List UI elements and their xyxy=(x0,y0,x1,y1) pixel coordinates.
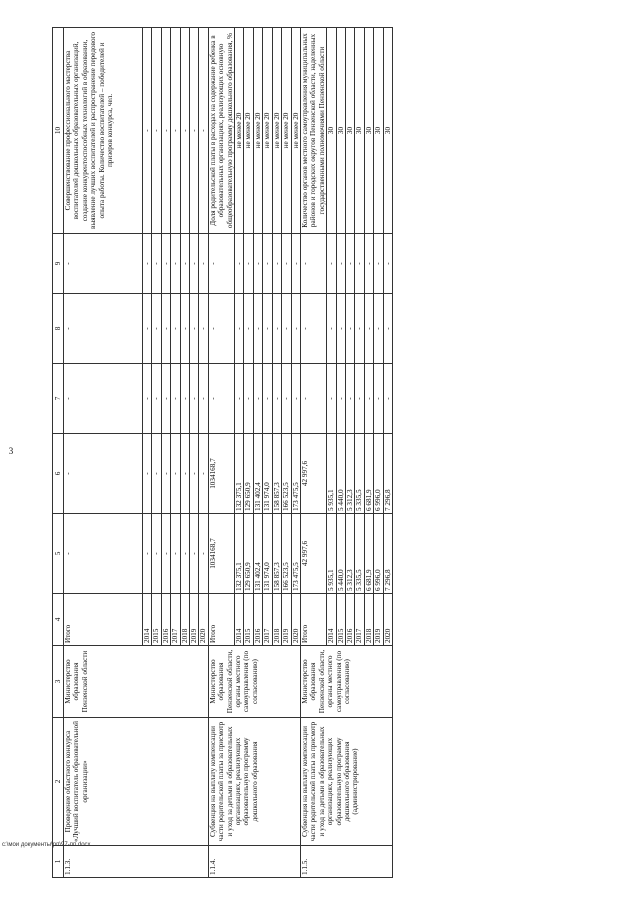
value-cell: 5 935,1 xyxy=(327,434,336,514)
table-row xyxy=(64,28,143,878)
total-label: Итого xyxy=(64,594,143,646)
value-cell: - xyxy=(244,364,253,434)
value-cell: 131 974,0 xyxy=(263,514,272,594)
year-cell: 2019 xyxy=(374,594,383,646)
value-cell: - xyxy=(364,364,373,434)
value-cell: - xyxy=(180,294,189,364)
value-cell: - xyxy=(345,234,354,294)
value-cell: - xyxy=(263,294,272,364)
value-cell: 132 375,1 xyxy=(235,434,244,514)
value-cell: 129 650,9 xyxy=(244,434,253,514)
value-cell: 129 650,9 xyxy=(244,514,253,594)
column-header: 4 xyxy=(53,594,64,646)
value-cell: - xyxy=(336,294,345,364)
value-cell: - xyxy=(253,364,262,434)
year-cell: 2019 xyxy=(190,594,199,646)
value-cell: - xyxy=(161,234,170,294)
value-cell: - xyxy=(272,234,281,294)
value-cell: - xyxy=(244,294,253,364)
value-cell: - xyxy=(180,434,189,514)
value-cell: - xyxy=(199,364,208,434)
value-cell: - xyxy=(199,434,208,514)
year-cell: 2018 xyxy=(364,594,373,646)
item-name: Субвенция на выплату компенсации части родительской платы за присмотр и уход за детьми в образовательных организациях, реализующих образовательную программу дошкольного образования xyxy=(208,718,300,846)
value-cell: - xyxy=(272,364,281,434)
value-cell: 5 440,0 xyxy=(336,434,345,514)
table-row xyxy=(208,28,234,878)
item-name: Проведение областного конкурса «Лучший воспитатель образовательной организации» xyxy=(64,718,209,846)
column-header: 3 xyxy=(53,646,64,718)
value-cell: - xyxy=(171,434,180,514)
value-cell: - xyxy=(171,234,180,294)
value-cell: - xyxy=(327,364,336,434)
value-cell: - xyxy=(355,294,364,364)
indicator-value: 30 xyxy=(374,28,383,234)
value-cell: 131 402,4 xyxy=(253,514,262,594)
value-cell: - xyxy=(291,234,300,294)
value-cell: - xyxy=(235,294,244,364)
year-cell: 2014 xyxy=(327,594,336,646)
year-cell: 2020 xyxy=(199,594,208,646)
item-number: 1.1.5. xyxy=(300,846,392,878)
value-cell: - xyxy=(190,364,199,434)
total-value: 42 997,6 xyxy=(300,434,326,514)
total-value: - xyxy=(64,434,143,514)
value-cell: - xyxy=(161,364,170,434)
value-cell: - xyxy=(152,234,161,294)
year-cell: 2016 xyxy=(345,594,354,646)
value-cell: - xyxy=(282,234,291,294)
value-cell: - xyxy=(161,434,170,514)
value-cell: - xyxy=(171,364,180,434)
indicator-value: 30 xyxy=(364,28,373,234)
year-cell: 2017 xyxy=(355,594,364,646)
column-header: 2 xyxy=(53,718,64,846)
indicator-value: 30 xyxy=(336,28,345,234)
year-cell: 2014 xyxy=(143,594,152,646)
value-cell: - xyxy=(180,514,189,594)
value-cell: 5 935,1 xyxy=(327,514,336,594)
value-cell: - xyxy=(364,234,373,294)
value-cell: - xyxy=(143,294,152,364)
total-value: - xyxy=(64,364,143,434)
value-cell: - xyxy=(336,234,345,294)
year-cell: 2015 xyxy=(152,594,161,646)
indicator-value: 30 xyxy=(327,28,336,234)
value-cell: - xyxy=(383,234,392,294)
indicator-text: Количество органов местного самоуправления муниципальных районов и городских округов Пензенской области, наделенных государственными полномочиями Пензенской области xyxy=(300,28,326,234)
value-cell: - xyxy=(235,234,244,294)
item-number: 1.1.4. xyxy=(208,846,300,878)
column-header: 1 xyxy=(53,846,64,878)
value-cell: - xyxy=(383,364,392,434)
value-cell: - xyxy=(374,364,383,434)
value-cell: - xyxy=(244,234,253,294)
year-cell: 2016 xyxy=(253,594,262,646)
value-cell: - xyxy=(345,294,354,364)
value-cell: - xyxy=(190,294,199,364)
value-cell: - xyxy=(263,234,272,294)
total-value: - xyxy=(208,234,234,294)
indicator-value: не менее 20 xyxy=(291,28,300,234)
value-cell: - xyxy=(291,294,300,364)
value-cell: - xyxy=(143,234,152,294)
value-cell: - xyxy=(355,234,364,294)
table-row xyxy=(300,28,326,878)
total-value: - xyxy=(300,234,326,294)
value-cell: - xyxy=(374,234,383,294)
indicator-text: Доля родительской платы в расходах на содержание ребенка в образовательных организациях, реализующих основную общеобразовательную программу дошкольного образования, % xyxy=(208,28,234,234)
year-cell: 2014 xyxy=(235,594,244,646)
total-value: 1034168,7 xyxy=(208,434,234,514)
indicator-value: не менее 20 xyxy=(272,28,281,234)
indicator-value: - xyxy=(161,28,170,234)
value-cell: - xyxy=(143,434,152,514)
value-cell: 7 296,8 xyxy=(383,434,392,514)
item-name: Субвенция на выплату компенсации части родительской платы за присмотр и уход за детьми в образовательных организациях, реализующих образовательную программу дошкольного образования (администрирование) xyxy=(300,718,392,846)
total-value: - xyxy=(300,294,326,364)
value-cell: - xyxy=(345,364,354,434)
indicator-value: 30 xyxy=(345,28,354,234)
value-cell: - xyxy=(180,234,189,294)
total-value: - xyxy=(64,294,143,364)
indicator-value: - xyxy=(171,28,180,234)
value-cell: 6 996,0 xyxy=(374,514,383,594)
value-cell: - xyxy=(374,294,383,364)
indicator-value: не менее 20 xyxy=(235,28,244,234)
value-cell: 131 974,0 xyxy=(263,434,272,514)
indicator-value: - xyxy=(180,28,189,234)
value-cell: 166 523,5 xyxy=(282,434,291,514)
value-cell: 173 475,5 xyxy=(291,514,300,594)
value-cell: - xyxy=(235,364,244,434)
indicator-text: Совершенствование профессионального мастерства воспитателей дошкольных образовательных организаций, создание конкурентоспособных технологий в образовании, выявление лучших воспитателей и распространение передового опыта работы. Количество воспитателей – победителей и призеров конкурса, чел. xyxy=(64,28,143,234)
value-cell: - xyxy=(152,434,161,514)
year-cell: 2018 xyxy=(180,594,189,646)
value-cell: - xyxy=(263,364,272,434)
value-cell: - xyxy=(199,234,208,294)
value-cell: - xyxy=(282,294,291,364)
column-header: 9 xyxy=(53,234,64,294)
value-cell: 5 312,3 xyxy=(345,434,354,514)
indicator-value: 30 xyxy=(383,28,392,234)
value-cell: - xyxy=(190,234,199,294)
value-cell: - xyxy=(199,514,208,594)
value-cell: 5 440,0 xyxy=(336,514,345,594)
value-cell: 5 335,5 xyxy=(355,514,364,594)
value-cell: - xyxy=(190,514,199,594)
value-cell: - xyxy=(199,294,208,364)
footer-path: c:\мои документы\рп\97-пп.docx xyxy=(2,842,91,848)
indicator-value: не менее 20 xyxy=(282,28,291,234)
year-cell: 2020 xyxy=(291,594,300,646)
total-value: - xyxy=(208,364,234,434)
value-cell: 6 681,9 xyxy=(364,434,373,514)
total-value: - xyxy=(64,514,143,594)
total-value: - xyxy=(64,234,143,294)
value-cell: - xyxy=(152,364,161,434)
indicator-value: - xyxy=(143,28,152,234)
value-cell: - xyxy=(327,294,336,364)
value-cell: - xyxy=(282,364,291,434)
indicator-value: не менее 20 xyxy=(244,28,253,234)
value-cell: - xyxy=(161,294,170,364)
total-value: 1034168,7 xyxy=(208,514,234,594)
year-cell: 2015 xyxy=(244,594,253,646)
value-cell: - xyxy=(143,364,152,434)
year-cell: 2019 xyxy=(282,594,291,646)
column-header: 7 xyxy=(53,364,64,434)
value-cell: 166 523,5 xyxy=(282,514,291,594)
indicator-value: - xyxy=(199,28,208,234)
value-cell: - xyxy=(272,294,281,364)
value-cell: 6 996,0 xyxy=(374,434,383,514)
value-cell: - xyxy=(383,294,392,364)
total-value: 42 997,6 xyxy=(300,514,326,594)
value-cell: - xyxy=(355,364,364,434)
total-label: Итого xyxy=(300,594,326,646)
year-cell: 2020 xyxy=(383,594,392,646)
year-cell: 2017 xyxy=(263,594,272,646)
item-executor: Министерство образования Пензенской области, органы местного самоуправления (по согласованию) xyxy=(208,646,300,718)
value-cell: - xyxy=(152,514,161,594)
value-cell: 131 402,4 xyxy=(253,434,262,514)
table-body xyxy=(64,28,393,878)
header-row xyxy=(53,28,64,878)
value-cell: - xyxy=(171,514,180,594)
column-header: 10 xyxy=(53,28,64,234)
year-cell: 2016 xyxy=(161,594,170,646)
value-cell: 5 335,5 xyxy=(355,434,364,514)
column-header: 5 xyxy=(53,514,64,594)
rotated-table-area xyxy=(52,28,612,878)
total-value: - xyxy=(208,294,234,364)
item-executor: Министерство образования Пензенской области, органы местного самоуправления (по согласованию) xyxy=(300,646,392,718)
value-cell: - xyxy=(327,234,336,294)
column-header: 6 xyxy=(53,434,64,514)
column-header: 8 xyxy=(53,294,64,364)
year-cell: 2015 xyxy=(336,594,345,646)
value-cell: - xyxy=(143,514,152,594)
value-cell: - xyxy=(291,364,300,434)
page-number: 3 xyxy=(8,446,14,456)
year-cell: 2018 xyxy=(272,594,281,646)
program-table xyxy=(52,27,393,878)
value-cell: - xyxy=(364,294,373,364)
indicator-value: - xyxy=(190,28,199,234)
value-cell: - xyxy=(190,434,199,514)
value-cell: 158 857,3 xyxy=(272,514,281,594)
value-cell: 158 857,3 xyxy=(272,434,281,514)
indicator-value: - xyxy=(152,28,161,234)
item-executor: Министерство образования Пензенской области xyxy=(64,646,209,718)
value-cell: 132 375,1 xyxy=(235,514,244,594)
value-cell: - xyxy=(336,364,345,434)
value-cell: 6 681,9 xyxy=(364,514,373,594)
value-cell: - xyxy=(161,514,170,594)
value-cell: 5 312,3 xyxy=(345,514,354,594)
item-number: 1.1.3. xyxy=(64,846,209,878)
value-cell: - xyxy=(152,294,161,364)
year-cell: 2017 xyxy=(171,594,180,646)
total-label: Итого xyxy=(208,594,234,646)
value-cell: - xyxy=(171,294,180,364)
total-value: - xyxy=(300,364,326,434)
indicator-value: 30 xyxy=(355,28,364,234)
value-cell: 7 296,8 xyxy=(383,514,392,594)
value-cell: - xyxy=(180,364,189,434)
value-cell: - xyxy=(253,294,262,364)
indicator-value: не менее 20 xyxy=(253,28,262,234)
indicator-value: не менее 20 xyxy=(263,28,272,234)
value-cell: - xyxy=(253,234,262,294)
value-cell: 173 475,5 xyxy=(291,434,300,514)
